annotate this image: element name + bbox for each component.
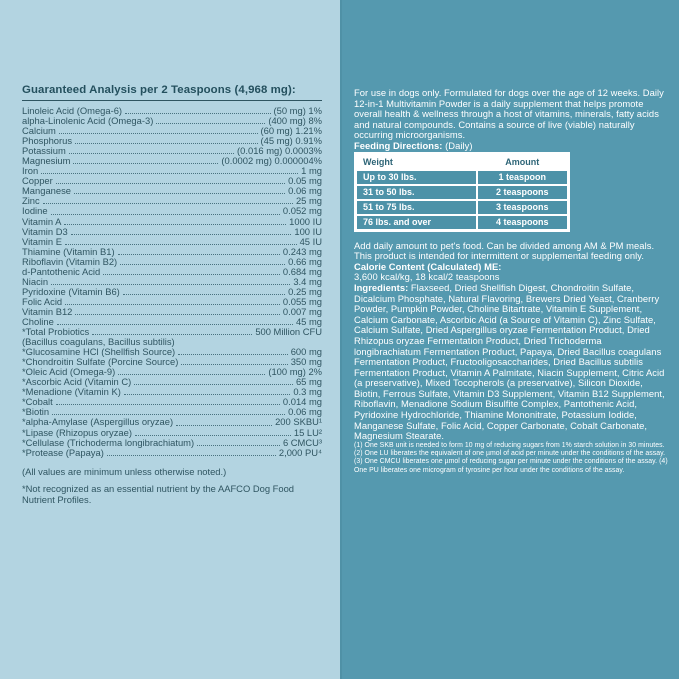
nutrient-name: *Chondroitin Sulfate (Porcine Source) <box>22 356 179 368</box>
dotted-leader <box>64 224 286 225</box>
title-divider <box>22 100 322 101</box>
nutrient-value: 2,000 PU⁴ <box>278 446 322 458</box>
dotted-leader <box>71 234 292 235</box>
analysis-title: Guaranteed Analysis per 2 Teaspoons (4,968 mg): <box>22 84 296 96</box>
nutrient-value: (60 mg) 1.21% <box>260 125 322 137</box>
nutrient-value: 65 mg <box>295 376 322 388</box>
nutrient-value: 500 Million CFU <box>255 326 322 338</box>
dotted-leader <box>103 274 280 275</box>
nutrient-name: Vitamin D3 <box>22 225 68 237</box>
nutrient-name: d-Pantothenic Acid <box>22 265 101 277</box>
nutrient-name: Zinc <box>22 195 40 207</box>
nutrient-name: Folic Acid <box>22 295 63 307</box>
amount-column-header: Amount <box>478 155 567 169</box>
feeding-directions-label: Feeding Directions: <box>354 139 443 151</box>
nutrient-value: 350 mg <box>290 356 322 368</box>
dotted-leader <box>197 445 280 446</box>
analysis-row <box>22 267 322 277</box>
nutrient-name: *Ascorbic Acid (Vitamin C) <box>22 376 132 388</box>
nutrient-name: Linoleic Acid (Omega-6) <box>22 105 123 116</box>
amount-cell: 4 teaspoons <box>478 216 567 229</box>
feeding-table-body <box>357 171 567 229</box>
dotted-leader <box>124 394 290 395</box>
amount-cell: 1 teaspoon <box>478 171 567 184</box>
analysis-row <box>22 166 322 176</box>
nutrient-value: (400 mg) 8% <box>268 115 322 127</box>
dotted-leader <box>75 143 257 144</box>
nutrient-value: 0.243 mg <box>282 245 322 257</box>
dotted-leader <box>51 214 280 215</box>
nutrient-value: 0.007 mg <box>282 305 322 317</box>
nutrient-name: Vitamin B12 <box>22 305 73 317</box>
nutrient-value: 0.014 mg <box>282 396 322 408</box>
analysis-row <box>22 307 322 317</box>
nutrient-value: 0.66 mg <box>288 255 322 267</box>
nutrient-name: Vitamin E <box>22 235 62 247</box>
dotted-leader <box>118 374 265 375</box>
weight-cell: 76 lbs. and over <box>357 216 476 229</box>
dotted-leader <box>69 153 234 154</box>
nutrient-value: 0.06 mg <box>288 406 322 418</box>
dotted-leader <box>178 354 288 355</box>
dotted-leader <box>65 244 297 245</box>
nutrient-name: Magnesium <box>22 155 71 167</box>
nutrient-name: Choline <box>22 315 54 327</box>
dotted-leader <box>176 425 272 426</box>
nutrient-name: Phosphorus <box>22 135 73 147</box>
nutrient-value: 0.055 mg <box>282 295 322 307</box>
nutrient-value: (100 mg) 2% <box>268 366 322 378</box>
dotted-leader <box>59 133 258 134</box>
nutrient-name: Iron <box>22 165 39 177</box>
nutrient-name: *alpha-Amylase (Aspergillus oryzae) <box>22 416 174 428</box>
dotted-leader <box>181 364 287 365</box>
directions-panel <box>340 0 679 679</box>
weight-cell: 51 to 75 lbs. <box>357 201 476 214</box>
feeding-directions-frequency: (Daily) <box>445 139 473 151</box>
feeding-table-row <box>357 201 567 214</box>
nutrient-value: 0.06 mg <box>288 185 322 197</box>
nutrient-value: (0.0002 mg) 0.000004% <box>221 155 322 167</box>
weight-cell: Up to 30 lbs. <box>357 171 476 184</box>
nutrient-name: *Biotin <box>22 406 50 418</box>
weight-cell: 31 to 50 lbs. <box>357 186 476 199</box>
nutrient-name: Manganese <box>22 185 71 197</box>
dotted-leader <box>135 435 291 436</box>
dotted-leader <box>73 163 218 164</box>
ingredients-paragraph <box>354 283 668 442</box>
feeding-table-row <box>357 186 567 199</box>
analysis-row <box>22 227 322 237</box>
nutrient-name: Pyridoxine (Vitamin B6) <box>22 285 120 297</box>
nutrient-name: *Lipase (Rhizopus oryzae) <box>22 426 132 438</box>
nutrient-name: alpha-Linolenic Acid (Omega-3) <box>22 115 154 127</box>
feeding-directions-heading <box>354 141 668 152</box>
analysis-row <box>22 186 322 196</box>
dotted-leader <box>120 264 285 265</box>
nutrient-name: Copper <box>22 175 53 187</box>
dotted-leader <box>75 314 280 315</box>
nutrient-name: *Total Probiotics <box>22 326 90 338</box>
dotted-leader <box>92 334 252 335</box>
add-daily-note: Add daily amount to pet's food. Can be divided among AM & PM meals. <box>354 239 655 251</box>
nutrient-value: 200 SKBU¹ <box>275 416 322 428</box>
nutrient-name: *Cellulase (Trichoderma longibrachiatum) <box>22 436 195 448</box>
analysis-row <box>22 387 322 397</box>
amount-cell: 3 teaspoons <box>478 201 567 214</box>
calorie-content-value: 3,600 kcal/kg, 18 kcal/2 teaspoons <box>354 271 500 283</box>
ingredients-list: Flaxseed, Dried Shellfish Digest, Chondroitin Sulfate, Dicalcium Phosphate, Natural Flavoring, Brewers Dried Yeast, Cranberry Powder, Pumpkin Powder, Choline Bitartrate, Vitamin E Supplement, Calcium Carbonate, Ascorbic Acid (a Source of Vitamin C), Zinc Sulfate, Calcium Sulfate, Dried Aspergillus oryzae Fermentation Product, Dried Rhizopus oryzae Fermentation Product, Dried Trichoderma longibrachiatum Fermentation Product, Papaya, Dried Bacillus coagulans Fermentation Product, Fructooligosaccharides, Dried Bacillus subtilis Fermentation Product, Vitamin A Palmitate, Niacin Supplement, Citric Acid (a preservative), Mixed Tocopherols (a preservative), Silicon Dioxide, Biotin, Ferrous Sulfate, Vitamin D3 Supplement, Vitamin B12 Supplement, Riboflavin, Menadione Sodium Bisulfite Complex, Pantothenic Acid, Pyridoxine Hydrochloride, Thiamine Mononitrate, Potassium Iodide, Manganese Sulfate, Folic Acid, Copper Carbonate, Cobalt Carbonate, Magnesium Stearate. <box>354 281 665 442</box>
dotted-leader <box>118 254 280 255</box>
nutrient-value: 25 mg <box>295 195 322 207</box>
calorie-content-heading: Calorie Content (Calculated) ME: <box>354 260 502 272</box>
dotted-leader <box>125 113 270 114</box>
nutrient-name: Thiamine (Vitamin B1) <box>22 245 115 257</box>
dotted-leader <box>134 384 293 385</box>
nutrient-name: Vitamin A <box>22 215 62 227</box>
nutrient-value: (0.016 mg) 0.0003% <box>237 145 322 157</box>
analysis-row <box>22 156 322 166</box>
nutrient-name: Calcium <box>22 125 56 137</box>
nutrient-value: 600 mg <box>290 346 322 358</box>
nutrient-name: *Oleic Acid (Omega-9) <box>22 366 116 378</box>
nutrient-name: *Menadione (Vitamin K) <box>22 386 121 398</box>
analysis-row <box>22 448 322 458</box>
feeding-table-head <box>357 155 567 169</box>
dotted-leader <box>56 183 285 184</box>
enzyme-unit-footnotes: (1) One SKB unit is needed to form 10 mg of reducing sugars from 1% starch solution in 30 minutes. (2) One LU liberates the equivalent of one µmol of acid per minute under the conditions of the assay. (3) One CMCU liberates one µmol of reducing sugar per minute under the conditions of the assay. (4) One PU liberates one microgram of tyrosine per hour under the conditions of the assay. <box>354 441 668 474</box>
dotted-leader <box>57 324 293 325</box>
minimum-values-note: (All values are minimum unless otherwise noted.) <box>22 465 227 477</box>
analysis-row <box>22 287 322 297</box>
nutrient-value: 0.052 mg <box>282 205 322 217</box>
nutrient-value: 0.684 mg <box>282 265 322 277</box>
dotted-leader <box>51 284 290 285</box>
nutrient-value: 0.3 mg <box>293 386 322 398</box>
dotted-leader <box>74 193 285 194</box>
nutrient-value: 45 IU <box>299 235 322 247</box>
weight-column-header: Weight <box>357 155 476 169</box>
feeding-table-row <box>357 171 567 184</box>
nutrient-value: 0.05 mg <box>288 175 322 187</box>
dotted-leader <box>56 404 280 405</box>
feeding-table-header-row <box>357 155 567 169</box>
feeding-directions-table <box>354 152 570 232</box>
nutrient-value: 1 mg <box>301 165 322 177</box>
nutrient-value: (45 mg) 0.91% <box>260 135 322 147</box>
dotted-leader <box>107 455 276 456</box>
nutrient-name: (Bacillus coagulans, Bacillus subtilis) <box>22 336 175 348</box>
analysis-list <box>22 106 322 458</box>
amount-cell: 2 teaspoons <box>478 186 567 199</box>
analysis-row <box>22 397 322 407</box>
analysis-row <box>22 417 322 427</box>
ingredients-label: Ingredients: <box>354 281 409 293</box>
nutrient-value: 15 LU² <box>293 426 322 438</box>
feeding-table-row <box>357 216 567 229</box>
nutrient-value: 0.25 mg <box>288 285 322 297</box>
dotted-leader <box>65 304 280 305</box>
analysis-row <box>22 196 322 206</box>
nutrient-name: *Glucosamine HCl (Shellfish Source) <box>22 346 176 358</box>
nutrient-name: *Protease (Papaya) <box>22 446 104 458</box>
dotted-leader <box>43 203 293 204</box>
nutrient-value: 6 CMCU³ <box>282 436 322 448</box>
dotted-leader <box>123 294 285 295</box>
nutrient-name: Riboflavin (Vitamin B2) <box>22 255 118 267</box>
intermittent-feeding-note: This product is intended for intermittent or supplemental feeding only. <box>354 250 644 262</box>
dotted-leader <box>52 414 285 415</box>
nutrient-name: Iodine <box>22 205 48 217</box>
nutrient-value: 1000 IU <box>289 215 322 227</box>
nutrient-value: 45 mg <box>295 315 322 327</box>
analysis-row <box>22 206 322 216</box>
dotted-leader <box>41 173 298 174</box>
nutrient-value: 3.4 mg <box>293 275 322 287</box>
nutrient-name: *Cobalt <box>22 396 53 408</box>
aafco-footnote: *Not recognized as an essential nutrient by the AAFCO Dog Food Nutrient Profiles. <box>22 483 295 505</box>
nutrient-name: Niacin <box>22 275 49 287</box>
usage-intro: For use in dogs only. Formulated for dogs over the age of 12 weeks. Daily 12-in-1 Multivitamin Powder is a daily supplement that helps promote overall health & wellness through a host of vitamins, minerals, fatty acids and natural compounds. Contains a source of live (viable) naturally occurring microorganisms. <box>354 87 664 141</box>
nutrient-value: 100 IU <box>294 225 322 237</box>
nutrient-name: Potassium <box>22 145 66 157</box>
nutrient-value: (50 mg) 1% <box>273 105 322 116</box>
dotted-leader <box>156 123 265 124</box>
